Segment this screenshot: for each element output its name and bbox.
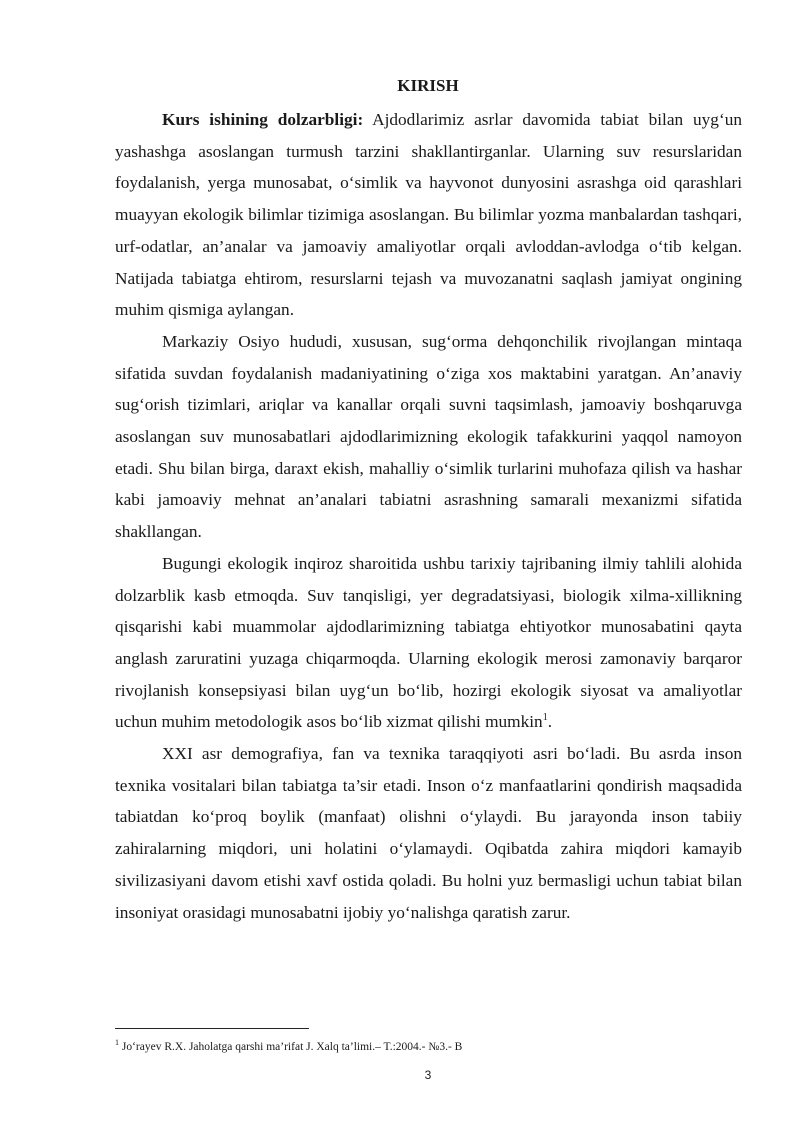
footnote-divider xyxy=(115,1028,309,1029)
paragraph-relevance xyxy=(115,104,742,326)
paragraph-lead: Kurs ishining dolzarbligi: xyxy=(162,110,364,129)
section-title: KIRISH xyxy=(397,76,459,95)
footnote-marker: 1 xyxy=(115,1038,119,1048)
paragraph-twenty-first-century xyxy=(115,738,742,928)
paragraph-text: Bugungi ekologik inqiroz sharoitida ushbu tarixiy tajribaning ilmiy tahlili alohida dolzarblik kasb etmoqda. Suv tanqisligi, yer degradatsiyasi, biologik xilma-xillikning qisqarishi kabi muammolar ajdodlarimizning tabiatga ehtiyotkor munosabatini qayta anglash zaruratini yuzaga chiqarmoqda. Ularning ekologik merosi zamonaviy barqaror rivojlanish konsepsiyasi bilan uyg‘un bo‘lib, hozirgi ekologik siyosat va amaliyotlar uchun muhim metodologik asos bo‘lib xizmat qilishi mumkin xyxy=(115,553,742,732)
paragraph-text: Markaziy Osiyo hududi, xususan, sug‘orma dehqonchilik rivojlangan mintaqa sifatida suvdan foydalanish madaniyatining o‘ziga xos maktabini yaratgan. An’anaviy sug‘orish tizimlari, ariqlar va kanallar orqali suvni taqsimlash, jamoaviy boshqaruvga asoslangan suv munosabatlari ajdodlarimizning ekologik tafakkurini yaqqol namoyon etadi. Shu bilan birga, daraxt ekish, mahalliy o‘simlik turlarini muhofaza qilish va hashar kabi jamoaviy mehnat an’analari tabiatni asrashning samarali mexanizmi sifatida shakllangan. xyxy=(115,331,742,542)
footnote-reference[interactable]: 1 xyxy=(542,712,548,724)
paragraph-central-asia xyxy=(115,326,742,548)
paragraph-text: XXI asr demografiya, fan va texnika taraqqiyoti asri bo‘ladi. Bu asrda inson texnika vositalari bilan tabiatga ta’sir etadi. Inson o‘z manfaatlarini qondirish maqsadida tabiatdan ko‘proq boylik (manfaat) olishni o‘ylaydi. Bu jarayonda inson tabiiy zahiralarning miqdori, uni holatini o‘ylamaydi. Oqibatda zahira miqdori kamayib sivilizasiyani davom etishi xavf ostida qoladi. Bu holni yuz bermasligi uchun tabiat bilan insoniyat orasidagi munosabatni ijobiy yo‘nalishga qaratish zarur. xyxy=(115,744,742,922)
paragraph-ecological-crisis xyxy=(115,548,742,738)
page-number: 3 xyxy=(424,1068,432,1082)
footnote xyxy=(115,1040,742,1054)
paragraph-tail: . xyxy=(547,712,553,732)
body-text xyxy=(115,104,742,928)
footnote-text: Jo‘rayev R.X. Jaholatga qarshi ma’rifat J. Xalq ta’limi.– T.:2004.- №3.- B xyxy=(119,1041,463,1053)
paragraph-text: Ajdodlarimiz asrlar davomida tabiat bilan uyg‘un yashashga asoslangan turmush tarzini shakllantirganlar. Ularning suv resurslaridan foydalanish, yerga munosabat, o‘simlik va hayvonot dunyosini asrashga oid qarashlari muayyan ekologik bilimlar tizimiga asoslangan. Bu bilimlar yozma manbalardan tashqari, urf-odatlar, an’analar va jamoaviy amaliyotlar orqali avloddan-avlodga o‘tib kelgan. Natijada tabiatga ehtirom, resurslarni tejash va muvozanatni saqlash jamiyat ongining muhim qismiga aylangan. xyxy=(115,110,742,320)
